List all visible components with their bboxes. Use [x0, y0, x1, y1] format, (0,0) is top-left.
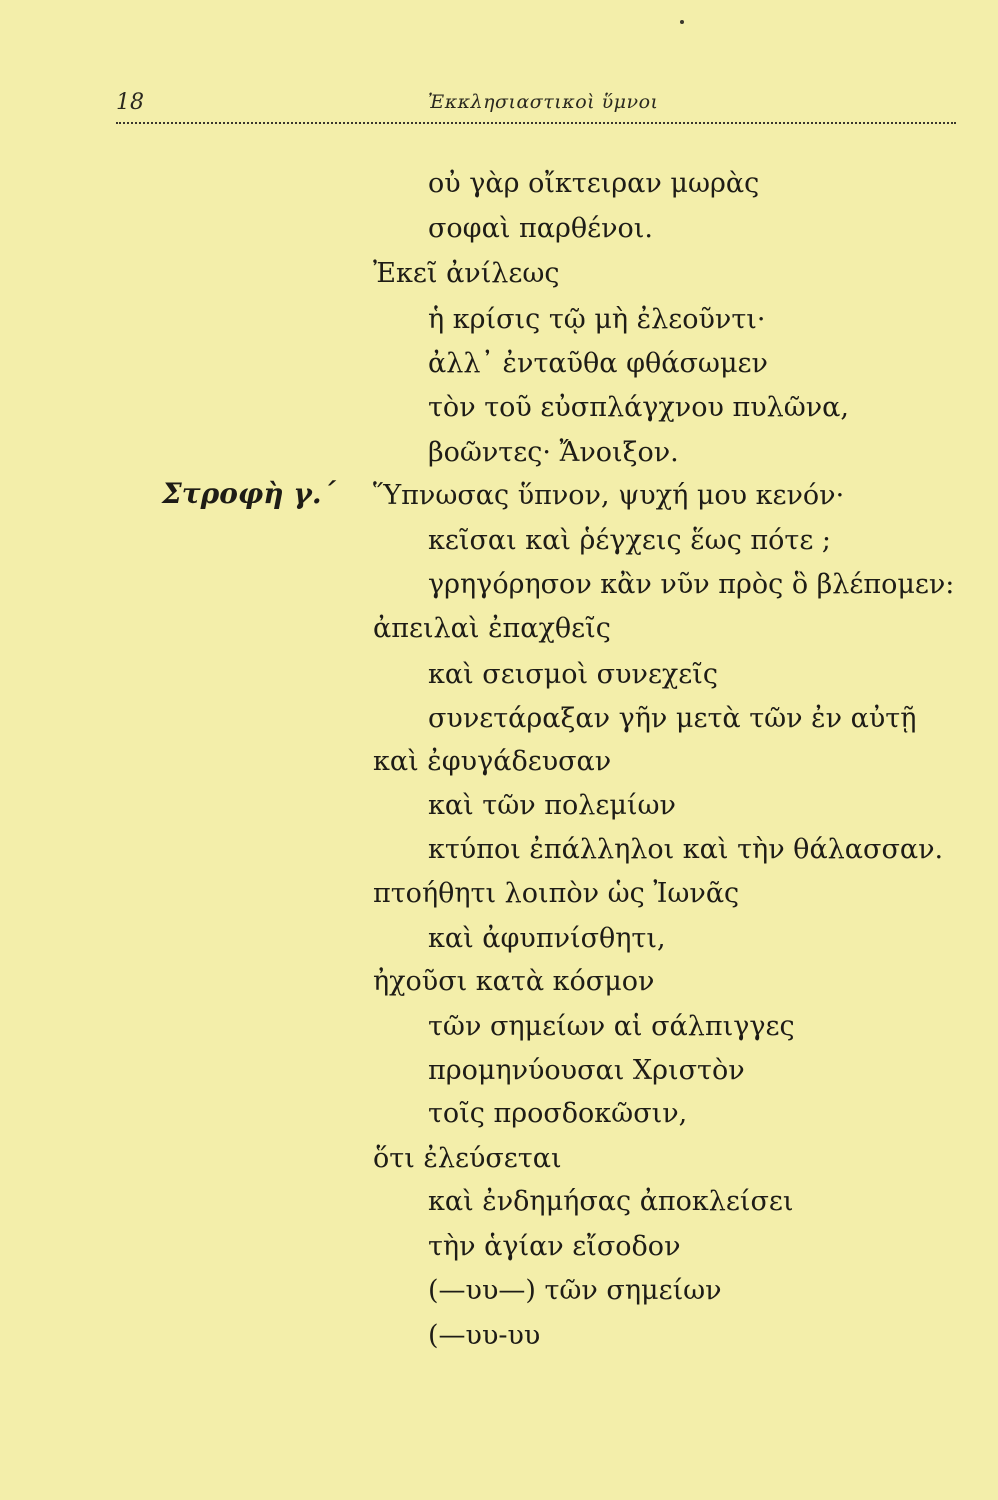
verse-line: τὴν ἁγίαν εἴσοδον [428, 1231, 681, 1262]
verse-line: καὶ σεισμοὶ συνεχεῖς [428, 659, 718, 690]
verse-line: γρηγόρησον κἂν νῦν πρὸς ὃ βλέπομεν: [428, 569, 955, 600]
verse-line: καὶ ἐνδημήσας ἀποκλείσει [428, 1186, 794, 1217]
verse-line: ἀλλ᾿ ἐνταῦθα φθάσωμεν [428, 348, 768, 379]
page-number: 18 [116, 90, 144, 115]
verse-line: τῶν σημείων αἱ σάλπιγγες [428, 1011, 795, 1042]
verse-line: τὸν τοῦ εὐσπλάγχνου πυλῶνα, [428, 392, 849, 423]
verse-line: προμηνύουσαι Χριστὸν [428, 1055, 745, 1086]
verse-line: οὐ γὰρ οἴκτειραν μωρὰς [428, 168, 760, 199]
verse-line: βοῶντες· Ἄνοιξον. [428, 437, 679, 468]
verse-line: ὅτι ἐλεύσεται [373, 1143, 562, 1174]
verse-line: καὶ ἐφυγάδευσαν [373, 746, 612, 777]
verse-line: καὶ τῶν πολεμίων [428, 790, 676, 821]
header-rule [116, 122, 956, 124]
verse-line: ἡ κρίσις τῷ μὴ ἐλεοῦντι· [428, 304, 766, 335]
verse-line: ἠχοῦσι κατὰ κόσμον [373, 966, 655, 997]
verse-line: κτύποι ἐπάλληλοι καὶ τὴν θάλασσαν. [428, 834, 944, 865]
verse-line: τοῖς προσδοκῶσιν, [428, 1098, 688, 1129]
verse-line: σοφαὶ παρθένοι. [428, 213, 653, 244]
verse-line: ἀπειλαὶ ἐπαχθεῖς [373, 613, 611, 644]
verse-line: (—υυ—) τῶν σημείων [428, 1275, 722, 1306]
verse-line: (—υυ-υυ [428, 1320, 541, 1351]
ink-speck [680, 20, 684, 24]
verse-line: Ὕπνωσας ὕπνον, ψυχή μου κενόν· [373, 480, 845, 511]
verse-line: καὶ ἀφυπνίσθητι, [428, 923, 666, 954]
strophe-label: Στροφὴ γ.΄ [162, 477, 336, 510]
verse-line: κεῖσαι καὶ ῥέγχεις ἕως πότε ; [428, 525, 832, 556]
verse-line: συνετάραξαν γῆν μετὰ τῶν ἐν αὐτῇ [428, 703, 917, 734]
verse-line: πτοήθητι λοιπὸν ὡς Ἰωνᾶς [373, 878, 740, 909]
verse-line: Ἐκεῖ ἀνίλεως [373, 258, 560, 289]
running-title: Ἐκκλησιαστικοὶ ὕμνοι [428, 91, 659, 113]
